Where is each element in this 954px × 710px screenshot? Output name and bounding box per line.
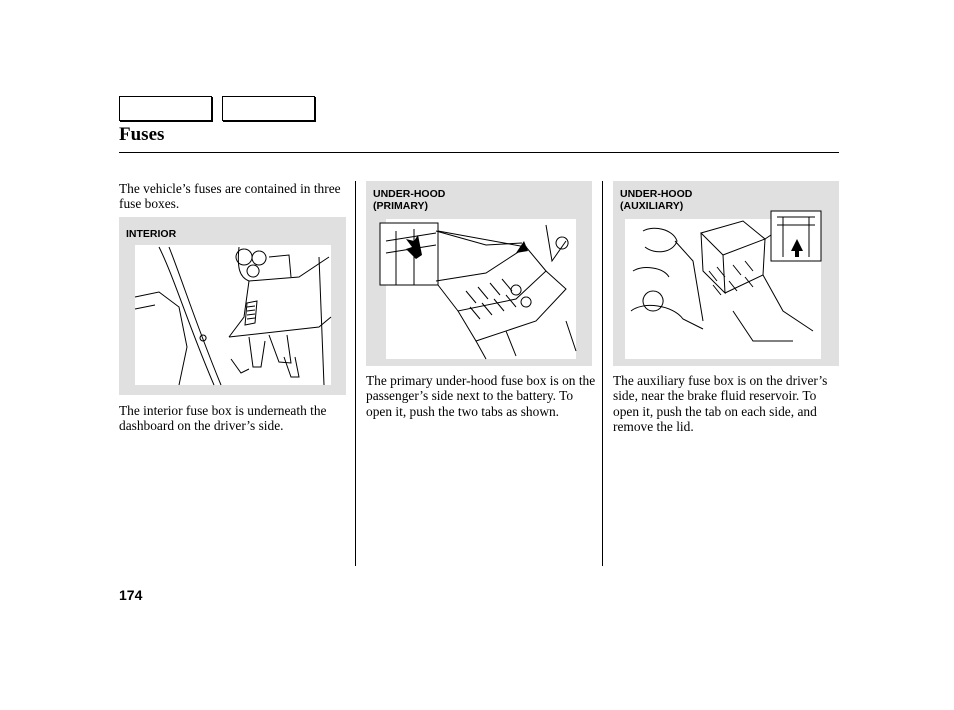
title-divider	[119, 152, 839, 153]
auxiliary-figure	[613, 181, 839, 366]
intro-text: The vehicle’s fuses are contained in three fuse boxes.	[119, 181, 341, 212]
nav-button-next[interactable]	[222, 96, 315, 121]
interior-figure	[119, 217, 346, 395]
column-divider-2	[602, 181, 603, 566]
auxiliary-illustration	[613, 181, 839, 366]
interior-illustration	[119, 217, 346, 395]
column-divider-1	[355, 181, 356, 566]
primary-figure	[366, 181, 592, 366]
nav-button-prev[interactable]	[119, 96, 212, 121]
page-title: Fuses	[119, 124, 165, 145]
interior-caption: The interior fuse box is underneath the dashboard on the driver’s side.	[119, 403, 327, 434]
primary-caption: The primary under-hood fuse box is on the passenger’s side next to the battery. To open it, push the two tabs as shown.	[366, 373, 596, 419]
primary-illustration	[366, 181, 592, 366]
interior-figure-label: INTERIOR	[126, 228, 177, 240]
auxiliary-caption: The auxiliary fuse box is on the driver’s side, near the brake fluid reservoir. To open it, push the tab on each side, and remove the lid.	[613, 373, 828, 434]
page-number: 174	[119, 587, 143, 603]
primary-figure-label: UNDER-HOOD (PRIMARY)	[373, 188, 446, 212]
auxiliary-figure-label: UNDER-HOOD (AUXILIARY)	[620, 188, 693, 212]
